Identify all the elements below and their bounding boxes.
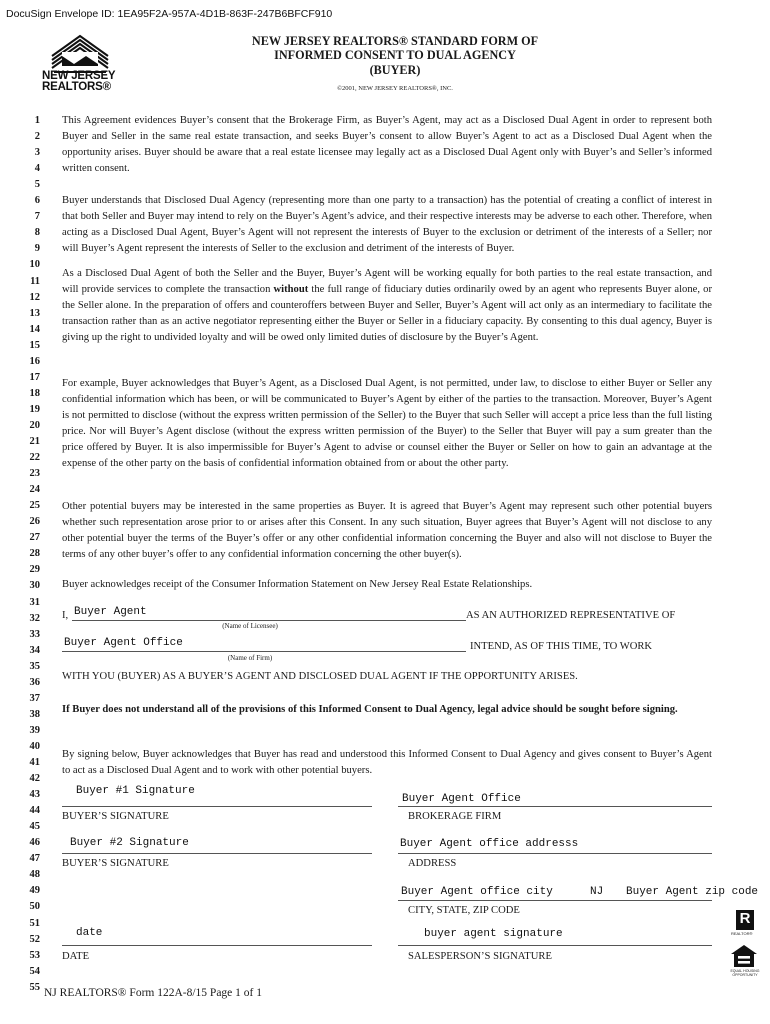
- line-number: 43: [29, 789, 40, 801]
- line-number: 17: [29, 371, 40, 383]
- line-number: 11: [30, 275, 40, 287]
- licensee-underline: [72, 620, 466, 621]
- form-title-line-2: INFORMED CONSENT TO DUAL AGENCY: [274, 48, 516, 62]
- line-number: 26: [29, 516, 40, 528]
- salesperson-signature-line: [398, 945, 712, 946]
- buyer2-signature-field[interactable]: Buyer #2 Signature: [70, 837, 189, 849]
- line-number: 23: [29, 468, 40, 480]
- buyer1-signature-line: [62, 806, 372, 807]
- paragraph-5: Other potential buyers may be interested in the same properties as Buyer. It is agreed that Buyer’s Agent may represent such other potential buyers whether such representation arose prior to or arises after this Consent. In any such situation, Buyer agrees that Buyer’s Agent will not disclose to any other potential buyer the terms of the Buyer’s offer or any other confidential information concerning the Buyer and also will not disclose to Buyer the terms of any other buyer’s offer to any confidential information concerning the other buyer(s).: [62, 501, 712, 561]
- docusign-envelope-id: DocuSign Envelope ID: 1EA95F2A-957A-4D1B-863F-247B6BFCF910: [6, 8, 333, 20]
- line-number: 42: [29, 773, 40, 785]
- logo-wordmark: [42, 71, 115, 93]
- line-number: 4: [34, 163, 40, 175]
- equal-housing-opportunity-icon: [730, 944, 758, 968]
- paragraph-4: For example, Buyer acknowledges that Buyer’s Agent, as a Disclosed Dual Agent, is not permitted, under law, to disclose to either Buyer or Seller any confidential information which has been, or will be communicated to Buyer’s Agent by either of the parties to the transaction. Moreover, Buyer’s Agent is not permitted to disclose (without the express written permission of the Seller) to the Buyer that such Seller will accept a price less than the full listing price. Nor will Buyer’s Agent disclose (without the express written permission of the Buyer) to the Seller that Buyer will pay a sum greater than the price offered by Buyer. It is also impermissible for Buyer’s Agent to advise or counsel either the Buyer or Seller on how to gain an advantage at the expense of the other party on the basis of confidential information obtained from or about the other party.: [62, 378, 712, 470]
- line-number: 37: [29, 692, 40, 704]
- line-number: 46: [29, 837, 40, 849]
- line-number: 51: [29, 917, 40, 929]
- line-number: 3: [34, 147, 40, 159]
- line-number: 14: [29, 323, 40, 335]
- logo-line-1: NEW JERSEY: [42, 70, 116, 82]
- line-number: 47: [29, 853, 40, 865]
- line-number: 1: [34, 115, 40, 126]
- line-number: 41: [29, 757, 40, 768]
- line-number: 52: [29, 933, 40, 945]
- line-number: 18: [29, 387, 40, 399]
- line-number: 30: [29, 580, 40, 592]
- line-number: 45: [29, 821, 40, 833]
- buyer2-signature-label: BUYER’S SIGNATURE: [62, 858, 169, 869]
- realtor-mark-caption: REALTOR®: [731, 931, 753, 936]
- line-number: 35: [29, 660, 40, 672]
- buyer1-signature-label: BUYER’S SIGNATURE: [62, 811, 169, 822]
- line-number: 49: [29, 885, 40, 897]
- paragraph-2: Buyer understands that Disclosed Dual Agency (representing more than one party to a transaction) has the potential of creating a conflict of interest in that both Seller and Buyer may intend to rely on the Buyer’s Agent’s advice, and their respective interests may be adverse to each other. Therefore, when acting as a Disclosed Dual Agent, Buyer’s Agent will not represent the interests of Buyer to the exclusion or detriment of the interests of a Seller; nor will Buyer’s Agent represent the interests of Seller to the exclusion and detriment of the interests of Buyer.: [62, 195, 712, 255]
- line-number: 29: [29, 564, 40, 576]
- address-label: ADDRESS: [408, 858, 457, 869]
- copyright: ©2001, NEW JERSEY REALTORS®, INC.: [337, 85, 453, 92]
- line-number: 36: [29, 676, 40, 688]
- line-number: 10: [29, 259, 40, 271]
- firm-underline: [62, 651, 466, 652]
- paragraph-3-part-b: the full range of fiduciary duties ordinarily owed by an agent who represents Buyer alone, or the Seller alone. In the preparation of offers and counteroffers between Buyer and Seller, Buyer’s Agent will act only as an intermediary to facilitate the transaction rather than as an active negotiator representing either the Buyer or Seller in a fiduciary capacity. By consenting to this dual agency, Buyer is giving up the right to undivided loyalty and will be owed only limited duties of disclosure by the Buyer’s Agent.: [62, 284, 712, 344]
- line-number: 7: [34, 211, 40, 223]
- line-number: 15: [29, 339, 40, 351]
- line-number: 28: [29, 548, 40, 560]
- paragraph-6: Buyer acknowledges receipt of the Consumer Information Statement on New Jersey Real Estate Relationships.: [62, 579, 533, 590]
- line-number: 33: [29, 628, 40, 640]
- line-number: 8: [34, 227, 40, 239]
- line-number: 55: [29, 981, 40, 993]
- firm-suffix: INTEND, AS OF THIS TIME, TO WORK: [470, 641, 653, 652]
- date-field[interactable]: date: [76, 927, 103, 939]
- line-number: 16: [29, 355, 40, 367]
- city-field[interactable]: Buyer Agent office city: [401, 886, 553, 898]
- line-number: 44: [29, 805, 40, 817]
- paragraph-3-bold: without: [273, 284, 309, 296]
- firm-caption: (Name of Firm): [227, 654, 273, 662]
- line-number: 24: [29, 484, 40, 496]
- salesperson-signature-field[interactable]: buyer agent signature: [424, 928, 563, 940]
- line-number: 12: [29, 291, 40, 303]
- paragraph-1: This Agreement evidences Buyer’s consent that the Brokerage Firm, as Buyer’s Agent, may act as a Disclosed Dual Agent in order to represent both Buyer and Seller in the same real estate transaction, and seeks Buyer’s consent to allow Buyer’s Agent to act as a Disclosed Dual Agent when the opportunity arises. Buyer should be aware that a real estate licensee may legally act as a Disclosed Dual Agent only with Buyer’s and Seller’s informed written consent.: [62, 115, 712, 175]
- line-number: 34: [29, 644, 40, 656]
- licensee-name-field[interactable]: Buyer Agent: [74, 606, 147, 618]
- line-number: 31: [29, 596, 40, 608]
- date-label: DATE: [62, 951, 90, 962]
- salesperson-signature-label: SALESPERSON’S SIGNATURE: [408, 951, 552, 962]
- line-number: 54: [29, 965, 40, 977]
- logo-line-2: REALTORS®: [42, 81, 111, 93]
- line-number: 27: [29, 532, 40, 544]
- line-number: 19: [29, 403, 40, 415]
- paragraph-3: [62, 266, 712, 346]
- line-number: 13: [29, 307, 40, 319]
- realtor-mark-icon: R: [736, 910, 754, 930]
- line-number: 5: [34, 179, 40, 191]
- form-title-line-3: (BUYER): [369, 63, 421, 77]
- line-number: 48: [29, 869, 40, 881]
- address-line: [398, 853, 712, 854]
- line-number: 40: [29, 740, 40, 752]
- brokerage-firm-field[interactable]: Buyer Agent Office: [402, 793, 521, 805]
- address-field[interactable]: Buyer Agent office addresss: [400, 838, 579, 850]
- state-field[interactable]: NJ: [590, 886, 604, 898]
- with-you-line: WITH YOU (BUYER) AS A BUYER’S AGENT AND DISCLOSED DUAL AGENT IF THE OPPORTUNITY ARISES.: [62, 671, 578, 682]
- equal-housing-opportunity-caption: EQUAL HOUSING OPPORTUNITY: [730, 969, 760, 977]
- line-number: 6: [34, 195, 40, 207]
- city-state-zip-line: [398, 900, 712, 901]
- buyer1-signature-field[interactable]: Buyer #1 Signature: [76, 785, 195, 797]
- line-number: 22: [29, 452, 40, 464]
- licensee-caption: (Name of Licensee): [222, 622, 278, 630]
- line-number: 9: [34, 243, 40, 255]
- line-number: 53: [29, 949, 40, 961]
- form-title-line-1: NEW JERSEY REALTORS® STANDARD FORM OF: [251, 34, 539, 48]
- paragraph-3-part-a: As a Disclosed Dual Agent of both the Seller and the Buyer, Buyer’s Agent will be working equally for both parties to the real estate transaction, and will provide services to complete the transaction: [62, 268, 712, 296]
- line-number: 50: [29, 901, 40, 913]
- licensee-prefix: I,: [62, 610, 69, 621]
- line-number: 2: [34, 131, 40, 143]
- line-number: 39: [29, 724, 40, 736]
- form-footer: NJ REALTORS® Form 122A-8/15 Page 1 of 1: [44, 987, 262, 999]
- firm-name-field[interactable]: Buyer Agent Office: [64, 637, 183, 649]
- paragraph-acknowledgement: By signing below, Buyer acknowledges that Buyer has read and understood this Informed Consent to Dual Agency and gives consent to Buyer’s Agent to act as a Disclosed Dual Agent and to work with other potential buyers.: [62, 749, 712, 777]
- licensee-suffix: AS AN AUTHORIZED REPRESENTATIVE OF: [466, 610, 676, 621]
- line-number: 32: [29, 612, 40, 624]
- line-number: 25: [29, 500, 40, 512]
- line-number: 38: [29, 708, 40, 720]
- brokerage-firm-line: [398, 806, 712, 807]
- buyer2-signature-line: [62, 853, 372, 854]
- city-state-zip-label: CITY, STATE, ZIP CODE: [408, 905, 520, 916]
- brokerage-firm-label: BROKERAGE FIRM: [408, 811, 502, 822]
- date-line: [62, 945, 372, 946]
- paragraph-legal-advice: If Buyer does not understand all of the provisions of this Informed Consent to Dual Agency, legal advice should be sought before signing.: [62, 704, 678, 715]
- line-number: 21: [29, 436, 40, 447]
- line-number: 20: [29, 419, 40, 431]
- zip-field[interactable]: Buyer Agent zip code: [626, 886, 759, 898]
